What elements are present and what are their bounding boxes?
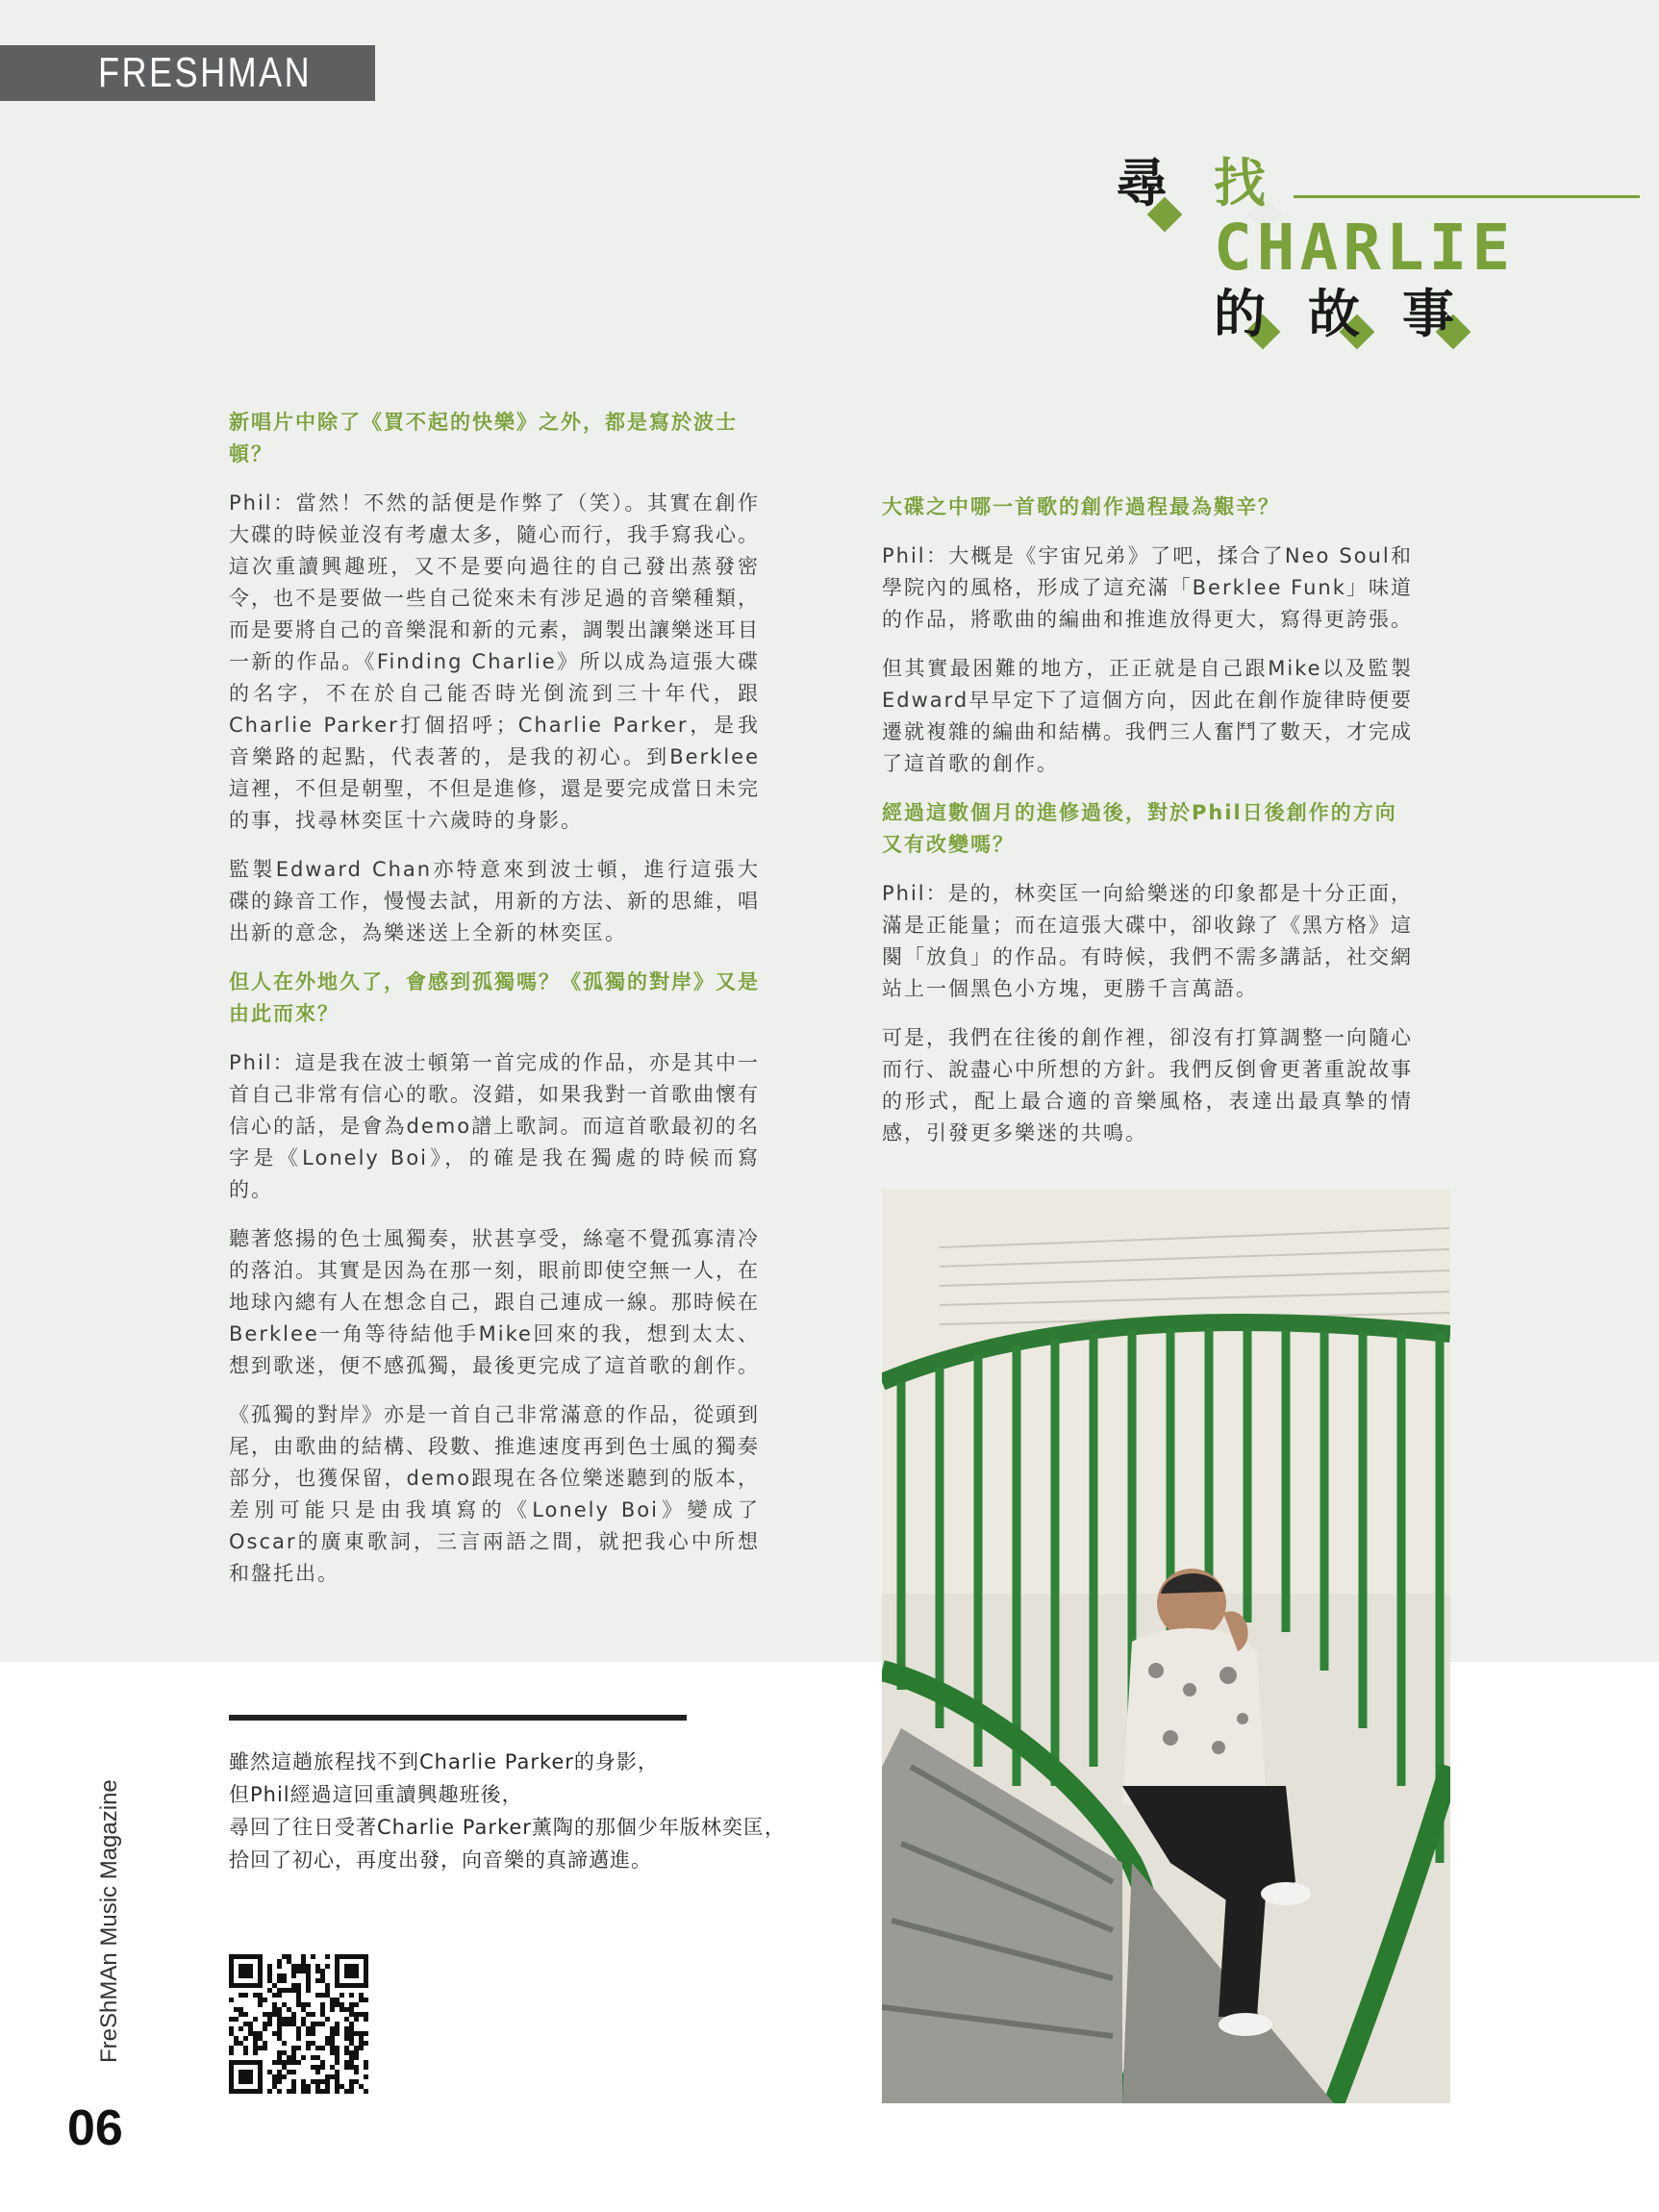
- pull-quote-line: 雖然這趟旅程找不到Charlie Parker的身影，: [229, 1750, 659, 1773]
- question-heading: 新唱片中除了《買不起的快樂》之外，都是寫於波士頓？: [229, 411, 738, 465]
- paragraph: 《孤獨的對岸》亦是一首自己非常滿意的作品，從頭到尾，由歌曲的結構、段數、推進速度再到色士風的獨奏部分，也獲保留，demo跟現在各位樂迷聽到的版本，差別可能只是由我填寫的《Lonely Boi》變成了Oscar的廣東歌詞，三言兩語之間，就把我心中所想和盤托出。: [229, 1403, 760, 1585]
- paragraph: Phil：是的，林奕匡一向給樂迷的印象都是十分正面，滿是正能量；而在這張大碟中，卻收錄了《黑方格》這闋「放負」的作品。有時候，我們不需多講話，社交網站上一個黑色小方塊，更勝千言萬語。: [882, 882, 1413, 1000]
- title-char: 故: [1308, 283, 1360, 344]
- question-heading: 但人在外地久了，會感到孤獨嗎？《孤獨的對岸》又是由此而來？: [229, 970, 760, 1025]
- paragraph: 可是，我們在往後的創作裡，卻沒有打算調整一向隨心而行、說盡心中所想的方針。我們反倒會更著重說故事的形式，配上最合適的音樂風格，表達出最真摯的情感，引發更多樂迷的共鳴。: [882, 1026, 1413, 1144]
- paragraph: Phil：這是我在波士頓第一首完成的作品，亦是其中一首自己非常有信心的歌。沒錯，如果我對一首歌曲懷有信心的話，是會為demo譜上歌詞。而這首歌最初的名字是《Lonely Boi》，的確是我在獨處的時候而寫的。: [229, 1051, 760, 1201]
- brand-logo: FRESHMAN: [98, 49, 313, 96]
- feature-photo: [882, 1190, 1450, 2103]
- paragraph: Phil：大概是《宇宙兄弟》了吧，揉合了Neo Soul和學院內的風格，形成了這充滿「Berklee Funk」味道的作品，將歌曲的編曲和推進放得更大，寫得更誇張。: [882, 544, 1413, 631]
- page-number: 06: [67, 2100, 123, 2156]
- paragraph: 但其實最困難的地方，正正就是自己跟Mike以及監製Edward早早定下了這個方向，因此在創作旋律時便要遷就複雜的編曲和結構。我們三人奮鬥了數天，才完成了這首歌的創作。: [882, 657, 1413, 775]
- paragraph: Phil：當然！不然的話便是作弊了（笑）。其實在創作大碟的時候並沒有考慮太多，隨心而行，我手寫我心。這次重讀興趣班，又不是要向過往的自己發出蒸發密令，也不是要做一些自己從來未有涉足過的音樂種類，而是要將自己的音樂混和新的元素，調製出讓樂迷耳目一新的作品。《Finding Charlie》所以成為這張大碟的名字，不在於自己能否時光倒流到三十年代，跟Charlie Parker打個招呼；Charlie Parker，是我音樂路的起點，代表著的，是我的初心。到Berklee這裡，不但是朝聖，不但是進修，還是要完成當日未完的事，找尋林奕匡十六歲時的身影。: [229, 491, 760, 832]
- qr-code[interactable]: [229, 1954, 368, 2094]
- pull-quote: [229, 1746, 844, 1876]
- pull-quote-line: 尋回了往日受著Charlie Parker薰陶的那個少年版林奕匡，: [229, 1816, 786, 1839]
- magazine-name: FreShMAn Music Magazine: [96, 1779, 122, 2063]
- title-char: 尋: [1116, 152, 1168, 214]
- quote-rule: [229, 1715, 687, 1721]
- title-char: 找: [1214, 152, 1266, 214]
- pull-quote-line: 拾回了初心，再度出發，向音樂的真諦邁進。: [229, 1848, 652, 1872]
- left-column: [229, 407, 760, 1607]
- pull-quote-line: 但Phil經過這回重讀興趣班後，: [229, 1783, 523, 1806]
- question-heading: 經過這數個月的進修過後，對於Phil日後創作的方向又有改變嗎？: [882, 801, 1397, 856]
- question-heading: 大碟之中哪一首歌的創作過程最為艱辛？: [882, 495, 1280, 518]
- paragraph: 監製Edward Chan亦特意來到波士頓，進行這張大碟的錄音工作，慢慢去試，用新的方法、新的思維，唱出新的意念，為樂迷送上全新的林奕匡。: [229, 858, 760, 944]
- right-column: [882, 491, 1413, 1167]
- title-char: 的: [1214, 283, 1266, 344]
- paragraph: 聽著悠揚的色士風獨奏，狀甚享受，絲毫不覺孤寡清冷的落泊。其實是因為在那一刻，眼前即使空無一人，在地球內總有人在想念自己，跟自己連成一線。那時候在Berklee一角等待結他手Mike回來的我，想到太太、想到歌迷，便不感孤獨，最後更完成了這首歌的創作。: [229, 1227, 760, 1377]
- title-rule: [1294, 195, 1640, 198]
- title-char: 事: [1402, 283, 1454, 344]
- title-charlie: CHARLIE: [1214, 211, 1516, 285]
